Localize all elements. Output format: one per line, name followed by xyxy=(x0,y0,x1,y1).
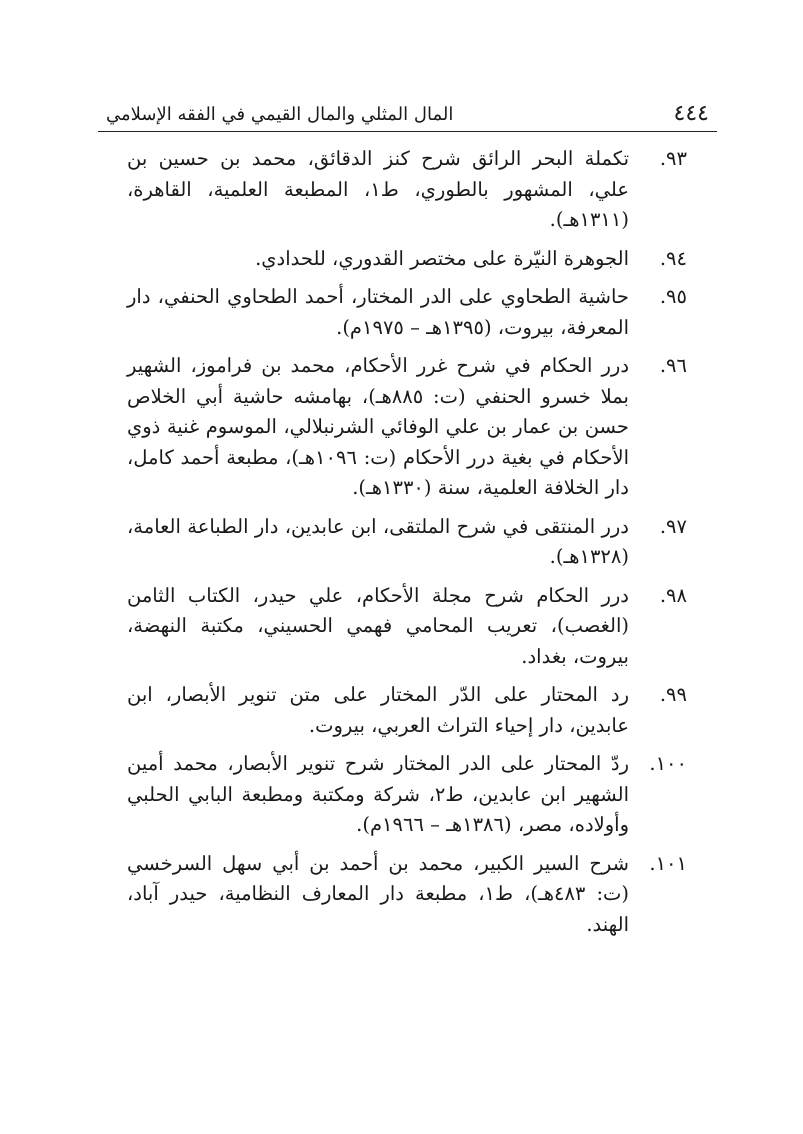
reference-text: شرح السير الكبير، محمد بن أحمد بن أبي سهل السرخسي (ت: ٤٨٣هـ)، ط١، مطبعة دار المعارف النظامية، حيدر آباد، الهند. xyxy=(127,851,629,936)
reference-item xyxy=(127,680,687,741)
references-list xyxy=(127,144,687,948)
reference-number: ١٠١. xyxy=(649,851,687,875)
reference-text: حاشية الطحاوي على الدر المختار، أحمد الطحاوي الحنفي، دار المعرفة، بيروت، (١٣٩٥هـ – ١٩٧٥م). xyxy=(127,285,629,339)
reference-text: رد المحتار على الدّر المختار على متن تنوير الأبصار، ابن عابدين، دار إحياء التراث العربي، بيروت. xyxy=(127,683,629,737)
page-number: ٤٤٤ xyxy=(673,101,709,126)
reference-number: ٩٤. xyxy=(659,246,687,270)
reference-item xyxy=(127,351,687,504)
page-header xyxy=(98,92,717,132)
reference-text: درر الحكام في شرح غرر الأحكام، محمد بن فراموز، الشهير بملا خسرو الحنفي (ت: ٨٨٥هـ)، بهامشه حاشية أبي الخلاص حسن بن عمار بن علي الوفائي الشرنبلالي، الموسوم غنية ذوي الأحكام في بغية درر الأحكام (ت: ١٠٩٦هـ)، مطبعة أحمد كامل، دار الخلافة العلمية، سنة (١٣٣٠هـ). xyxy=(127,354,629,499)
reference-item xyxy=(127,849,687,941)
reference-number: ٩٧. xyxy=(659,514,687,538)
reference-number: ٩٦. xyxy=(659,354,687,377)
reference-number: ٩٥. xyxy=(659,285,687,308)
reference-text: درر الحكام شرح مجلة الأحكام، علي حيدر، الكتاب الثامن (الغصب)، تعريب المحامي فهمي الحسيني، مكتبة النهضة، بيروت، بغداد. xyxy=(127,583,629,668)
reference-item xyxy=(127,282,687,343)
reference-number: ١٠٠. xyxy=(649,752,687,775)
reference-item xyxy=(127,244,687,275)
reference-number: ٩٩. xyxy=(659,683,687,706)
reference-item xyxy=(127,512,687,573)
running-title: المال المثلي والمال القيمي في الفقه الإسلامي xyxy=(106,104,454,125)
reference-item xyxy=(127,144,687,236)
reference-text: ردّ المحتار على الدر المختار شرح تنوير الأبصار، محمد أمين الشهير ابن عابدين، ط٢، شركة ومكتبة ومطبعة البابي الحلبي وأولاده، مصر، (١٣٨٦هـ – ١٩٦٦م). xyxy=(127,752,629,836)
reference-item xyxy=(127,749,687,841)
reference-item xyxy=(127,581,687,673)
header-rule xyxy=(98,131,717,132)
reference-number: ٩٨. xyxy=(659,583,687,607)
reference-text: تكملة البحر الرائق شرح كنز الدقائق، محمد بن حسين بن علي، المشهور بالطوري، ط١، المطبعة العلمية، القاهرة، (١٣١١هـ). xyxy=(127,147,629,231)
reference-text: درر المنتقى في شرح الملتقى، ابن عابدين، دار الطباعة العامة، (١٣٢٨هـ). xyxy=(127,514,629,568)
reference-number: ٩٣. xyxy=(659,147,687,170)
reference-text: الجوهرة النيّرة على مختصر القدوري، للحدادي. xyxy=(255,246,629,270)
